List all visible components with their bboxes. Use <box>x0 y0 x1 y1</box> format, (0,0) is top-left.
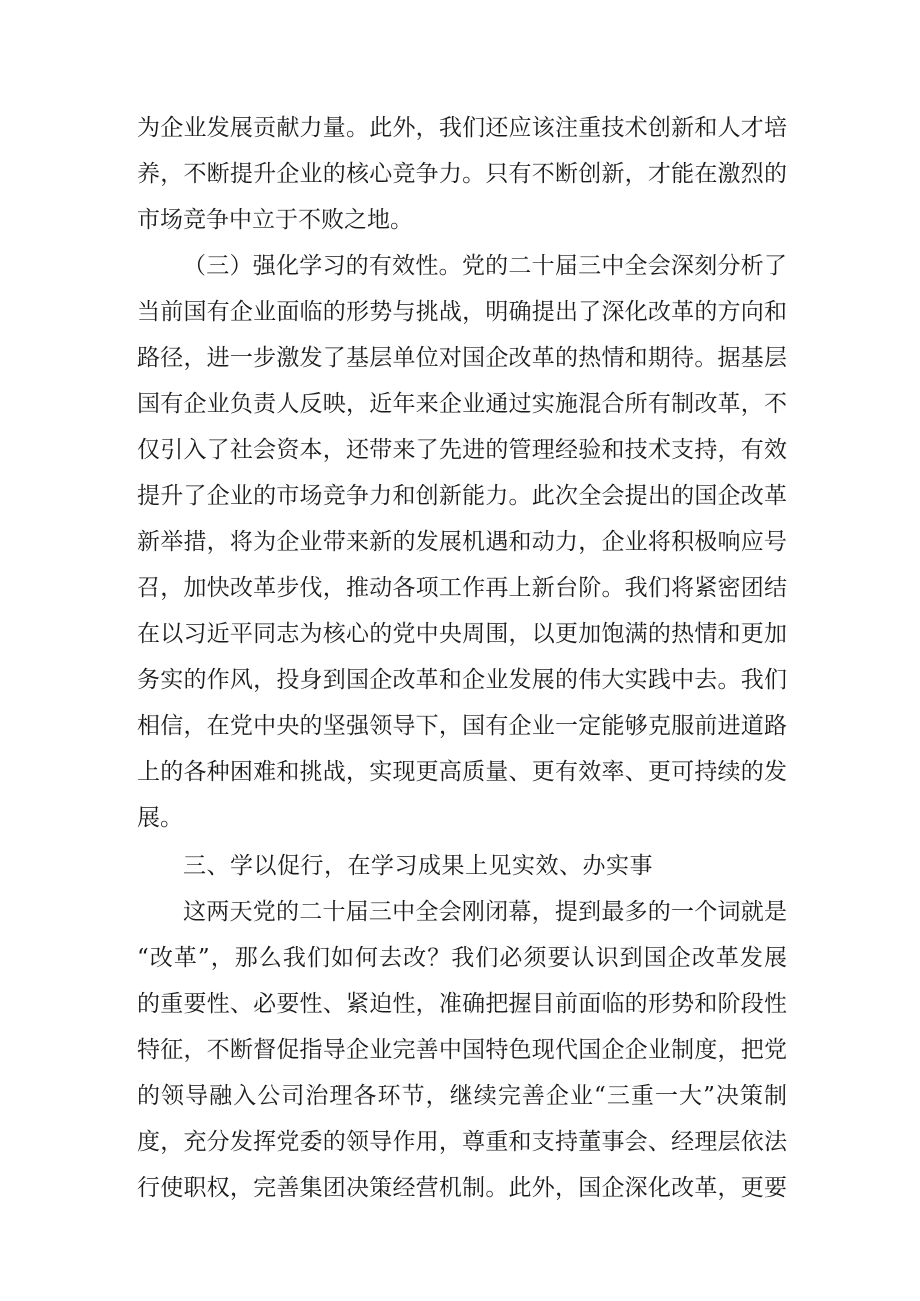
paragraph-line: 上的各种困难和挑战，实现更高质量、更有效率、更可持续的发 <box>137 759 787 785</box>
paragraph-line: “改革”，那么我们如何去改？我们必须要认识到国企改革发展 <box>137 945 787 971</box>
paragraph-line: 新举措，将为企业带来新的发展机遇和动力，企业将积极响应号 <box>137 529 787 555</box>
paragraph-line: 的重要性、必要性、紧迫性，准确把握目前面临的形势和阶段性 <box>137 991 787 1017</box>
paragraph-line: 国有企业负责人反映，近年来企业通过实施混合所有制改革，不 <box>137 391 787 417</box>
paragraph-line: 仅引入了社会资本，还带来了先进的管理经验和技术支持，有效 <box>137 437 787 463</box>
paragraph-line: 度，充分发挥党委的领导作用，尊重和支持董事会、经理层依法 <box>137 1129 787 1155</box>
paragraph-line: 路径，进一步激发了基层单位对国企改革的热情和期待。据基层 <box>137 345 787 371</box>
paragraph-line: 为企业发展贡献力量。此外，我们还应该注重技术创新和人才培 <box>137 115 787 141</box>
paragraph-line: 当前国有企业面临的形势与挑战，明确提出了深化改革的方向和 <box>137 299 787 325</box>
paragraph-line: 展。 <box>137 805 183 831</box>
paragraph-line: 提升了企业的市场竞争力和创新能力。此次全会提出的国企改革 <box>137 483 787 509</box>
paragraph-line: 在以习近平同志为核心的党中央周围，以更加饱满的热情和更加 <box>137 621 787 647</box>
paragraph-line: 养，不断提升企业的核心竞争力。只有不断创新，才能在激烈的 <box>137 161 787 187</box>
paragraph-line: 召，加快改革步伐，推动各项工作再上新台阶。我们将紧密团结 <box>137 575 787 601</box>
paragraph-line: 这两天党的二十届三中全会刚闭幕，提到最多的一个词就是 <box>183 899 787 925</box>
paragraph-line: 相信，在党中央的坚强领导下，国有企业一定能够克服前进道路 <box>137 713 787 739</box>
paragraph-line: 市场竞争中立于不败之地。 <box>137 207 413 233</box>
paragraph-line: （三）强化学习的有效性。党的二十届三中全会深刻分析了 <box>183 253 787 279</box>
paragraph-line: 务实的作风，投身到国企改革和企业发展的伟大实践中去。我们 <box>137 667 787 693</box>
paragraph-line: 特征，不断督促指导企业完善中国特色现代国企企业制度，把党 <box>137 1037 787 1063</box>
section-heading: 三、学以促行，在学习成果上见实效、办实事 <box>183 853 653 879</box>
paragraph-line: 行使职权，完善集团决策经营机制。此外，国企深化改革，更要 <box>137 1175 787 1201</box>
paragraph-line: 的领导融入公司治理各环节，继续完善企业“三重一大”决策制 <box>137 1083 787 1109</box>
